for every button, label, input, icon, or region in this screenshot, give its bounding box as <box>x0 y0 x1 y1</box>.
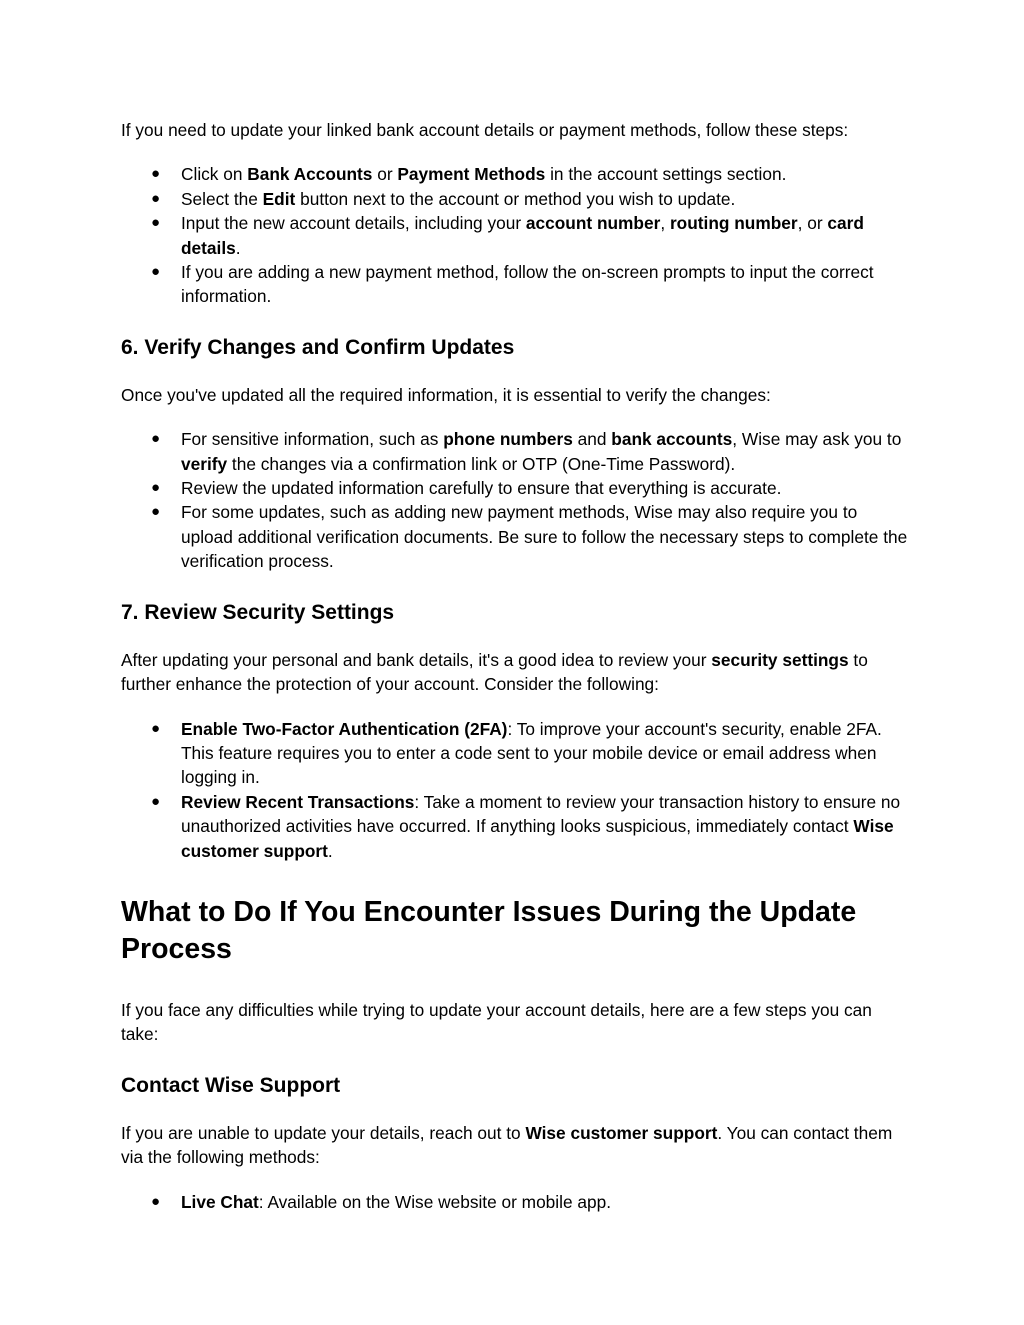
issues-intro: If you face any difficulties while trying to update your account details, here are a few steps you can take: <box>121 999 872 1045</box>
list-item: ● Review Recent Transactions: Take a moment to review your transaction history to ensure no unauthorized activities have occurred. If anything looks suspicious, immediately contact Wise customer support. <box>151 791 901 861</box>
verify-changes-list <box>121 427 911 573</box>
bullet-icon: ● <box>151 719 161 737</box>
bullet-icon: ● <box>151 263 161 281</box>
section6-intro: Once you've updated all the required information, it is essential to verify the changes: <box>121 384 771 405</box>
list-item: ● If you are adding a new payment method, follow the on-screen prompts to input the correct information. <box>151 262 874 307</box>
bullet-icon: ● <box>151 792 161 810</box>
list-item: ● For sensitive information, such as phone numbers and bank accounts, Wise may ask you to verify the changes via a confirmation link or OTP (One-Time Password). <box>151 429 902 474</box>
document-page <box>121 118 911 1214</box>
bullet-icon: ● <box>151 214 161 232</box>
section7-intro: After updating your personal and bank details, it's a good idea to review your security settings to further enhance the protection of your account. Consider the following: <box>121 649 868 695</box>
security-settings-list <box>121 717 911 863</box>
support-intro: If you are unable to update your details, reach out to Wise customer support. You can contact them via the following methods: <box>121 1122 893 1168</box>
bullet-icon: ● <box>151 430 161 448</box>
list-item: ● Live Chat: Available on the Wise website or mobile app. <box>121 1190 911 1214</box>
list-item: ● For some updates, such as adding new payment methods, Wise may also require you to upload additional verification documents. Be sure to follow the necessary steps to complete the verification process. <box>151 502 908 572</box>
list-item: ● Enable Two-Factor Authentication (2FA): To improve your account's security, enable 2FA. This feature requires you to enter a code sent to your mobile device or email address when logging in. <box>151 718 882 788</box>
section-heading-security-settings: 7. Review Security Settings <box>121 600 395 624</box>
bullet-icon: ● <box>151 479 161 497</box>
section-heading-contact-support: Contact Wise Support <box>121 1073 341 1097</box>
list-item: ● Input the new account details, including your account number, routing number, or card details. <box>151 213 864 258</box>
bank-update-steps-list <box>121 162 911 308</box>
bullet-icon: ● <box>151 189 161 207</box>
section-heading-verify-changes: 6. Verify Changes and Confirm Updates <box>121 335 515 359</box>
support-methods-list <box>121 1190 911 1214</box>
bullet-icon: ● <box>151 1192 161 1210</box>
bullet-icon: ● <box>151 503 161 521</box>
heading-update-issues: What to Do If You Encounter Issues During the Update Process <box>121 895 857 966</box>
list-item: ● Review the updated information carefully to ensure that everything is accurate. <box>121 476 911 500</box>
intro-paragraph: If you need to update your linked bank account details or payment methods, follow these steps: <box>121 120 849 140</box>
list-item: ● Select the Edit button next to the account or method you wish to update. <box>121 187 911 211</box>
list-item: ● Click on Bank Accounts or Payment Methods in the account settings section. <box>121 162 911 186</box>
bullet-icon: ● <box>151 165 161 183</box>
